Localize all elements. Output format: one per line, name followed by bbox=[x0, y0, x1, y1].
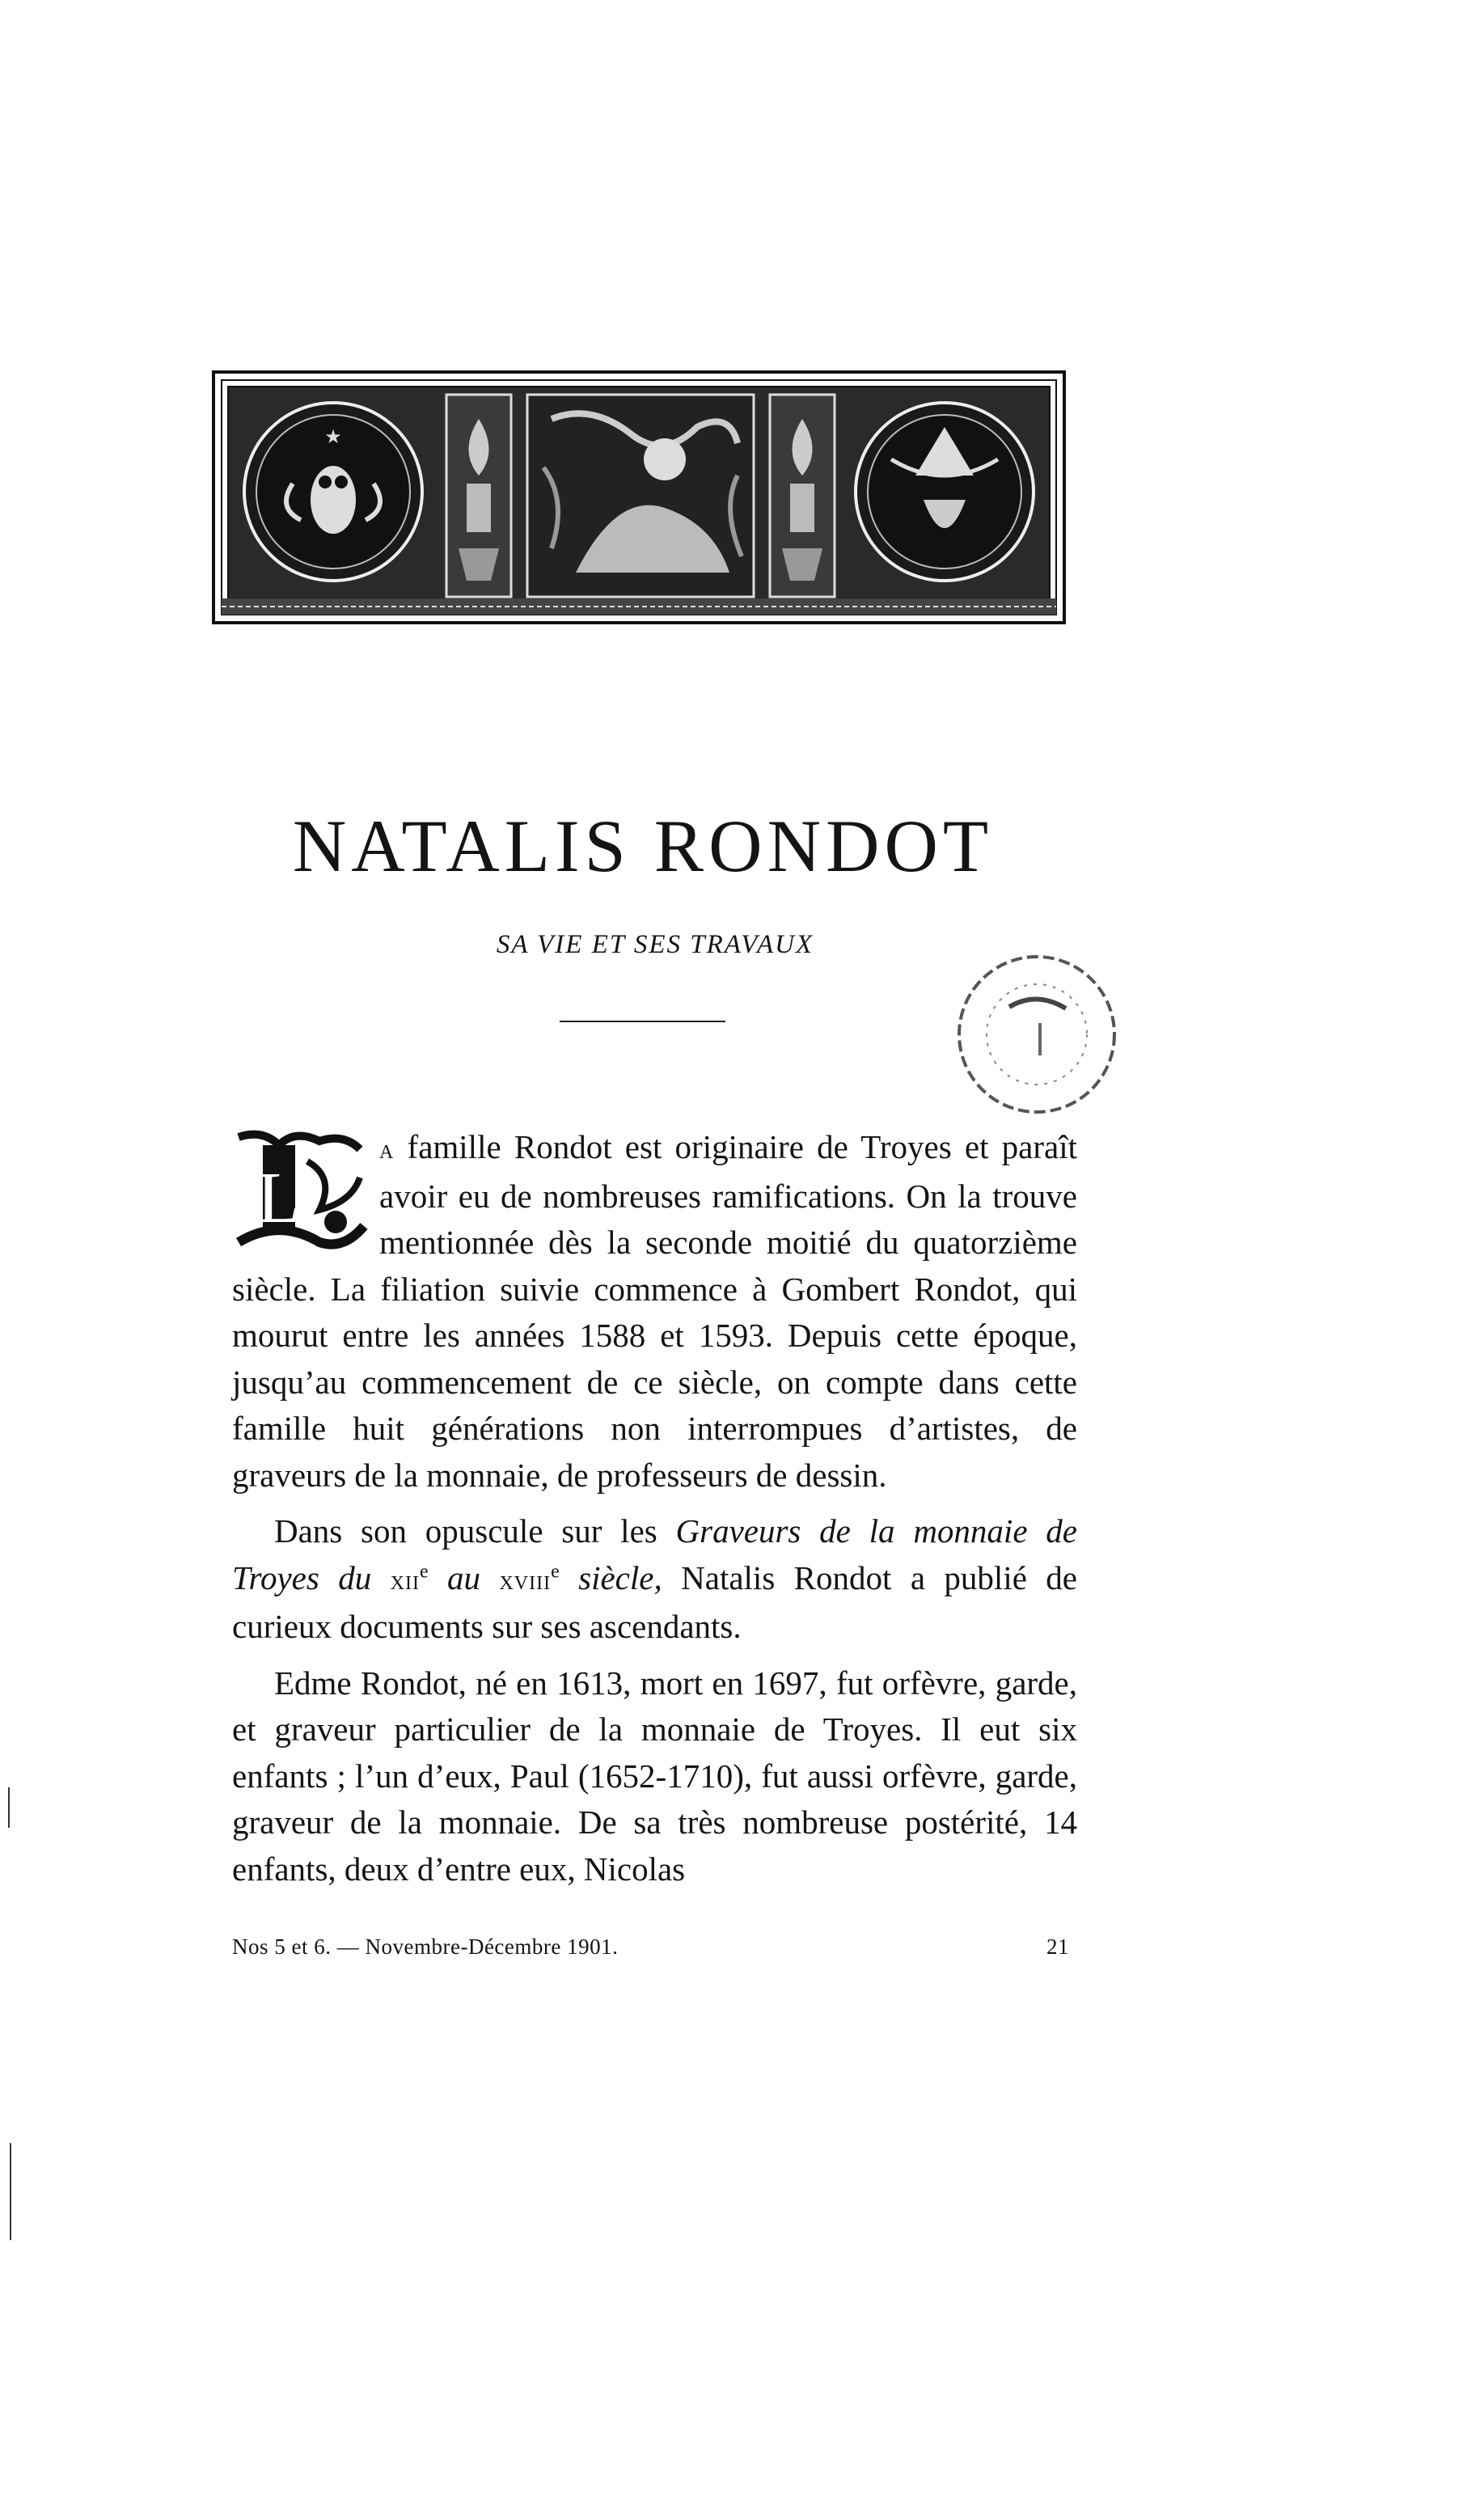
century-end: xviii bbox=[499, 1565, 552, 1596]
article-subtitle: SA VIE ET SES TRAVAUX bbox=[496, 930, 814, 959]
scan-mark bbox=[10, 2143, 11, 2240]
paragraph-2-tail: Natalis Rondot a publié de curieux documents sur ses ascendants. bbox=[232, 1558, 1078, 1645]
paragraph-1-text: famille Rondot est originaire de Troyes et paraît avoir eu de nombreuses ramifications. On la trouve mentionnée dès la seconde moitié du quatorzième siècle. La filiation suivie commence à Gombert Rondot, qui mourut entre les années 1588 et 1593. Depuis cette époque, jusqu’au commencement de ce siècle, on compte dans cette famille huit générations non interrompues d’artistes, de graveurs de la monnaie, de professeurs de dessin. bbox=[232, 1128, 1077, 1494]
ornamental-headpiece bbox=[212, 370, 1066, 624]
ornamental-dropcap-l bbox=[230, 1129, 368, 1257]
svg-text:L: L bbox=[256, 1158, 302, 1238]
century-start: xii bbox=[390, 1565, 420, 1596]
lamp-roundel bbox=[856, 403, 1034, 581]
paragraph-2 bbox=[232, 1508, 1077, 1651]
century-end-suffix: e bbox=[551, 1560, 560, 1582]
issue-signature: Nos 5 et 6. — Novembre-Décembre 1901. bbox=[232, 1934, 619, 1959]
vase-panel-left bbox=[446, 395, 511, 597]
cited-work-title: Graveurs de la monnaie de Troyes du bbox=[232, 1512, 1077, 1596]
dropcap-continuation: a bbox=[379, 1135, 395, 1165]
article-body bbox=[232, 1124, 1077, 1892]
owl-roundel bbox=[244, 403, 422, 581]
scan-mark bbox=[8, 1787, 10, 1828]
page-number: 21 bbox=[1046, 1934, 1069, 1959]
svg-text:★: ★ bbox=[324, 425, 342, 448]
library-stamp bbox=[945, 942, 1129, 1127]
century-start-suffix: e bbox=[419, 1560, 429, 1582]
article-title: NATALIS RONDOT bbox=[292, 805, 994, 887]
vase-panel-right bbox=[770, 395, 835, 597]
figure-scene bbox=[527, 395, 754, 597]
cited-work-siecle: siècle, bbox=[578, 1558, 662, 1596]
paragraph-3: Edme Rondot, né en 1613, mort en 1697, fut orfèvre, garde, et graveur particulier de la monnaie de Troyes. Il eut six enfants ; l’un d’eux, Paul (1652-1710), fut aussi orfèvre, garde, graveur de la monnaie. De sa très nombreuse postérité, 14 enfants, deux d’entre eux, Nicolas bbox=[232, 1664, 1077, 1888]
paragraph-1 bbox=[232, 1124, 1077, 1499]
paragraph-2-lead: Dans son opuscule sur les bbox=[274, 1512, 676, 1550]
cited-work-au: au bbox=[447, 1558, 481, 1596]
title-divider bbox=[560, 1021, 725, 1022]
